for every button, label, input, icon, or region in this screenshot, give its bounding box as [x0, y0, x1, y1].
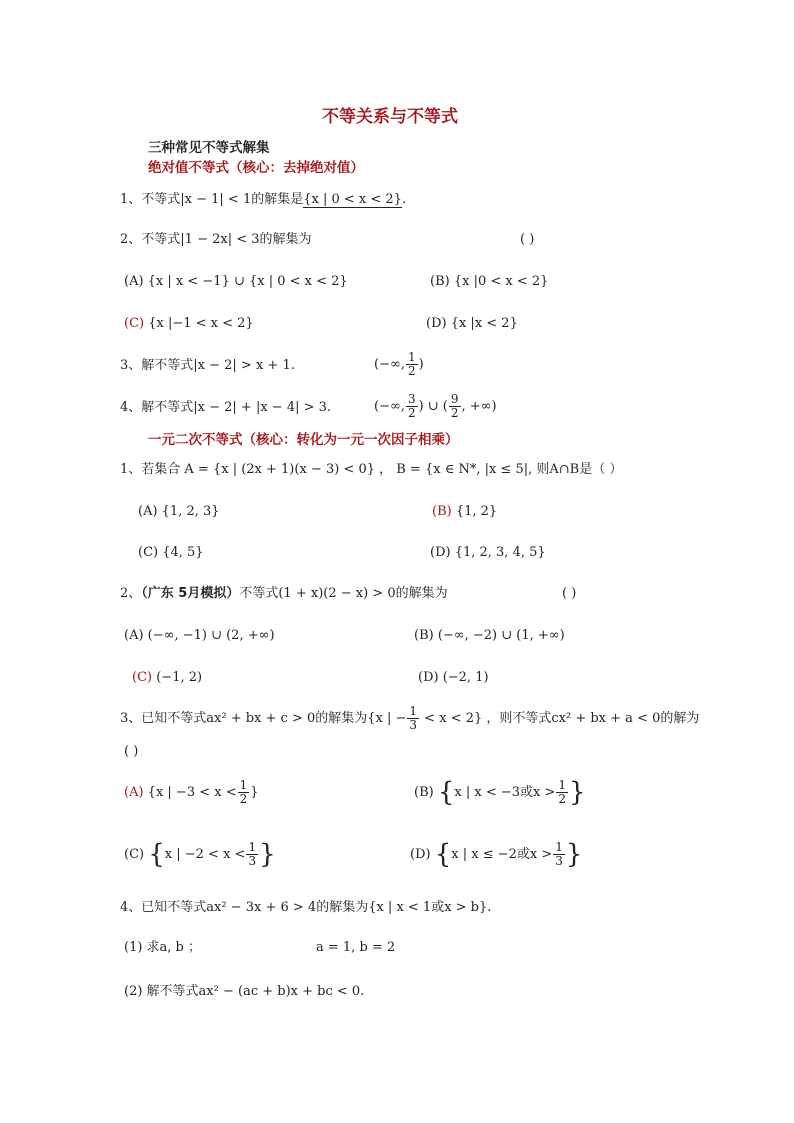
subsection-heading-quadratic: 一元二次不等式（核心：转化为一元一次因子相乘） [148, 432, 459, 448]
numerator: 1 [555, 840, 563, 854]
option-label: (C) [124, 847, 149, 862]
question-2-1 [120, 460, 622, 480]
option-label: (C) [124, 316, 145, 331]
option-b [432, 502, 497, 522]
fraction [407, 705, 419, 732]
answer-text: , +∞) [461, 399, 497, 414]
fraction [406, 351, 418, 378]
sub-question-1: (1) 求a, b ； [124, 940, 202, 955]
section-heading: 三种常见不等式解集 [148, 140, 270, 156]
question-number: 4、 [120, 400, 142, 415]
question-1-2 [120, 230, 312, 250]
answer-paren: ( ) [124, 744, 139, 759]
option-label: (C) [132, 670, 153, 685]
sub-question-1-answer: a = 1, b = 2 [316, 940, 396, 955]
numerator: 9 [450, 392, 459, 406]
option-a: (A) (−∞, −1) ∪ (2, +∞) [124, 628, 275, 643]
denominator: 2 [407, 364, 416, 378]
page-title: 不等关系与不等式 [322, 107, 458, 127]
option-d: (D) {x |x < 2} [426, 316, 518, 331]
question-text: < x < 2} ，则不等式cx² + bx + a < 0的解为 [420, 711, 700, 726]
brace-right: } [565, 839, 583, 870]
question-2-3 [120, 704, 699, 734]
answer-1-4 [374, 392, 497, 422]
brace-left: { [148, 839, 165, 870]
question-text: 解不等式|x − 2| + |x − 4| > 3. [141, 400, 332, 415]
denominator: 3 [409, 718, 418, 732]
fraction [556, 779, 568, 806]
option-text: x | −2 < x < [164, 847, 246, 862]
subsection-heading-absolute: 绝对值不等式（核心：去掉绝对值） [148, 160, 364, 176]
denominator: 2 [407, 406, 416, 420]
option-c: (C) {4, 5} [138, 545, 204, 560]
question-text: 不等式|1 − 2x| < 3的解集为 [141, 232, 312, 247]
option-c [132, 668, 202, 688]
fraction [406, 393, 418, 420]
question-number: 1、 [120, 462, 142, 477]
question-1-1 [120, 190, 406, 210]
brace-left: { [434, 839, 452, 870]
denominator: 3 [555, 854, 563, 868]
question-number: 2、 [120, 232, 142, 247]
numerator: 1 [558, 778, 567, 792]
numerator: 1 [407, 350, 416, 364]
period: . [401, 192, 407, 207]
fraction [553, 841, 565, 868]
denominator: 2 [450, 406, 459, 420]
answer-text: ) [418, 357, 424, 372]
question-text: 已知不等式ax² + bx + c > 0的解集为{x | − [141, 711, 407, 726]
question-number: 3、 [120, 711, 142, 726]
question-number: 4、 [120, 900, 142, 915]
option-text: {1, 2} [451, 504, 498, 519]
answer-text: (−∞, [374, 399, 405, 414]
option-d [410, 840, 582, 870]
answer-text: ) ∪ ( [418, 399, 448, 414]
fraction [238, 779, 250, 806]
option-a [124, 778, 259, 808]
question-text: 不等式|x − 1| < 1的解集是 [141, 192, 304, 207]
question-1-4 [120, 398, 331, 418]
brace-right: } [569, 777, 586, 808]
option-b: (B) {x |0 < x < 2} [430, 274, 549, 289]
question-2-2 [120, 584, 448, 604]
option-a: (A) {x | x < −1} ∪ {x | 0 < x < 2} [124, 274, 348, 289]
question-text: 已知不等式ax² − 3x + 6 > 4的解集为{x | x < 1或x > b}. [141, 900, 492, 915]
question-number: 1、 [120, 192, 142, 207]
option-b [414, 778, 586, 808]
denominator: 3 [248, 854, 257, 868]
answer-text: (−∞, [374, 357, 405, 372]
answer-paren: ( ) [520, 232, 535, 247]
numerator: 3 [407, 392, 416, 406]
numerator: 1 [248, 840, 257, 854]
option-label: (D) [410, 847, 435, 862]
question-source: （广东 5月模拟） [141, 586, 240, 601]
question-text: 不等式(1 + x)(2 − x) > 0的解集为 [239, 586, 448, 601]
option-label: (B) [414, 785, 438, 800]
option-text: {x | −3 < x < [143, 785, 237, 800]
numerator: 1 [239, 778, 248, 792]
sub-question-2: (2) 解不等式ax² − (ac + b)x + bc < 0. [124, 984, 365, 999]
numerator: 1 [409, 704, 418, 718]
fraction [246, 841, 258, 868]
answer-paren: ( ) [562, 586, 577, 601]
option-a: (A) {1, 2, 3} [138, 504, 220, 519]
fraction [449, 393, 461, 420]
question-number: 3、 [120, 358, 142, 373]
option-b: (B) (−∞, −2) ∪ (1, +∞) [414, 628, 565, 643]
option-text: {x |−1 < x < 2} [144, 316, 254, 331]
answer-1-3 [374, 350, 424, 380]
option-d: (D) {1, 2, 3, 4, 5} [430, 545, 546, 560]
question-text: 解不等式|x − 2| > x + 1. [141, 358, 295, 373]
option-text: x | x ≤ −2或x > [451, 847, 553, 862]
brace-right: } [259, 839, 276, 870]
option-d: (D) (−2, 1) [418, 670, 489, 685]
answer: {x | 0 < x < 2} [303, 192, 402, 207]
question-text: 若集合 A = {x | (2x + 1)(x − 3) < 0} ， B = {x ∈ N*, |x ≤ 5|, 则A∩B是（ ） [141, 462, 623, 477]
question-2-4 [120, 898, 491, 918]
denominator: 2 [239, 792, 248, 806]
option-label: (A) [124, 785, 144, 800]
option-text: (−1, 2) [152, 670, 203, 685]
option-label: (B) [432, 504, 452, 519]
brace-left: { [437, 777, 455, 808]
option-text: x | x < −3或x > [454, 785, 556, 800]
option-text: } [250, 785, 259, 800]
question-1-3 [120, 356, 295, 376]
question-number: 2、 [120, 586, 142, 601]
option-c [124, 840, 276, 870]
option-c [124, 314, 254, 334]
denominator: 2 [558, 792, 567, 806]
